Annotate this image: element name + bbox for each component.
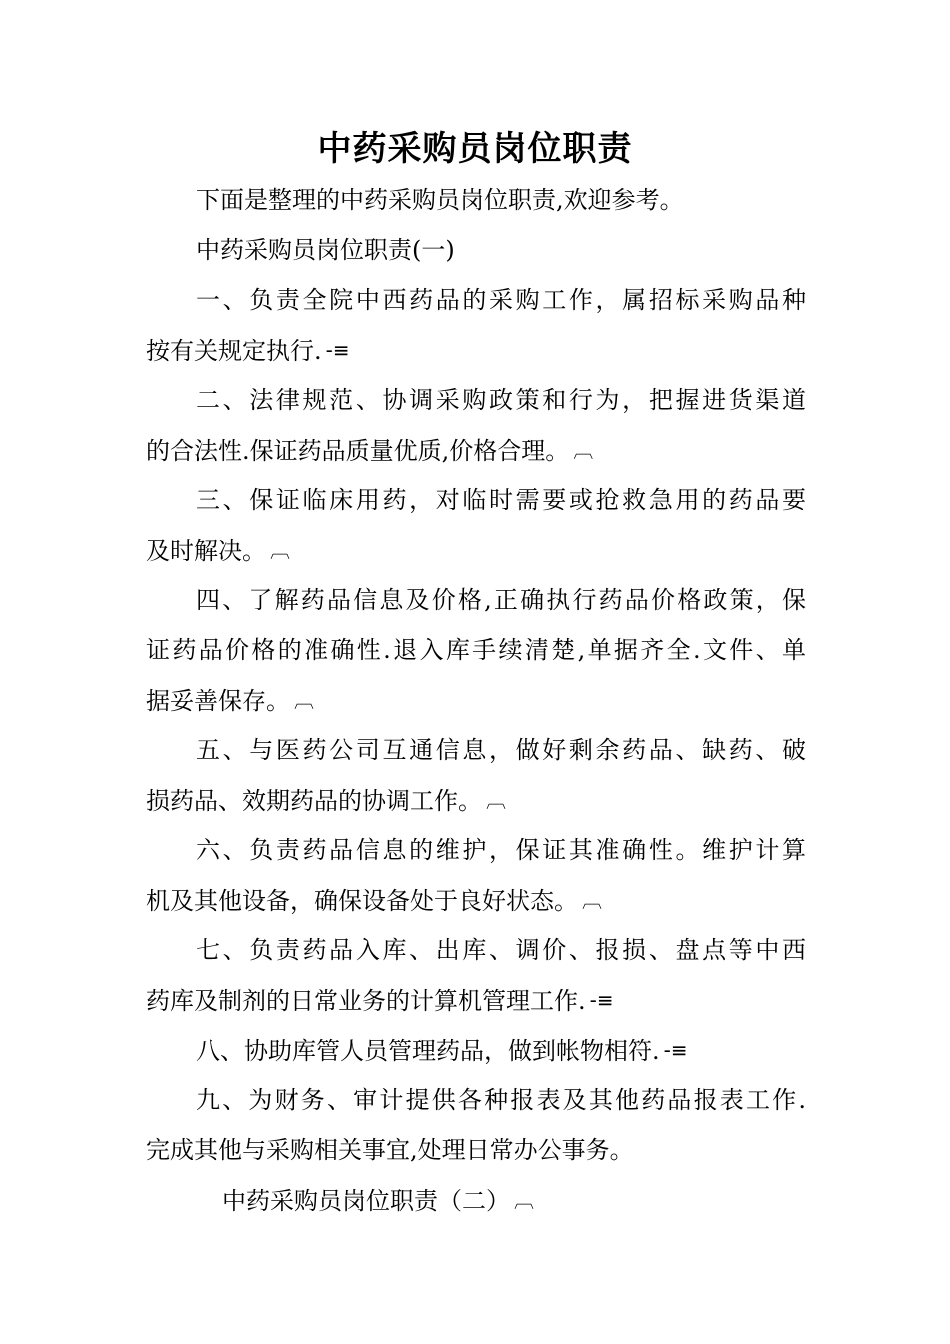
item-7-line-2 [146, 984, 816, 1017]
item-6-line-2 [146, 884, 816, 917]
item-9-line-2: 完成其他与采购相关事宜,处理日常办公事务。 [146, 1136, 634, 1164]
margin-mark: -≡ [663, 1038, 688, 1062]
margin-mark: ︹ [486, 788, 506, 812]
item-4-text: 据妥善保存。 [146, 687, 290, 715]
item-2-line-2 [146, 434, 816, 467]
item-7-text: 药库及制剂的日常业务的计算机管理工作. [146, 987, 586, 1015]
item-4-line-3 [146, 684, 816, 717]
margin-mark: -≡ [589, 988, 614, 1012]
margin-mark: ︹ [514, 1188, 534, 1212]
item-1-line-1: 一、负责全院中西药品的采购工作，属招标采购品种 [196, 286, 806, 314]
item-6-line-1: 六、负责药品信息的维护，保证其准确性。维护计算 [196, 836, 806, 864]
section-heading-2 [222, 1184, 816, 1217]
margin-mark: -≡ [325, 338, 350, 362]
item-4-line-2: 证药品价格的准确性.退入库手续清楚,单据齐全.文件、单 [146, 636, 806, 664]
item-9-line-1: 九、为财务、审计提供各种报表及其他药品报表工作. [196, 1086, 806, 1114]
item-2-text: 的合法性.保证药品质量优质,价格合理。 [146, 437, 570, 465]
margin-mark: ︹ [294, 688, 314, 712]
item-5-line-2 [146, 784, 816, 817]
item-7-line-1: 七、负责药品入库、出库、调价、报损、盘点等中西 [196, 936, 806, 964]
section-heading-2-text: 中药采购员岗位职责（二） [222, 1187, 510, 1215]
item-8-line-1 [196, 1034, 816, 1067]
item-3-text: 及时解决。 [146, 537, 266, 565]
intro-text: 下面是整理的中药采购员岗位职责,欢迎参考。 [196, 186, 684, 214]
margin-mark: ︹ [573, 438, 594, 462]
item-1-text: 按有关规定执行. [146, 337, 322, 365]
document-title: 中药采购员岗位职责 [317, 129, 633, 169]
item-2-line-1: 二、法律规范、协调采购政策和行为，把握进货渠道 [196, 386, 806, 414]
item-6-text: 机及其他设备，确保设备处于良好状态。 [146, 887, 578, 915]
item-1-line-2 [146, 334, 816, 367]
item-3-line-1: 三、保证临床用药，对临时需要或抢救急用的药品要 [196, 486, 806, 514]
item-5-text: 损药品、效期药品的协调工作。 [146, 787, 482, 815]
item-4-line-1: 四、了解药品信息及价格,正确执行药品价格政策，保 [196, 586, 806, 614]
margin-mark: ︹ [270, 538, 290, 562]
item-8-text: 八、协助库管人员管理药品，做到帐物相符. [196, 1037, 660, 1065]
margin-mark: ︹ [582, 888, 602, 912]
item-5-line-1: 五、与医药公司互通信息，做好剩余药品、缺药、破 [196, 736, 806, 764]
item-3-line-2 [146, 534, 816, 567]
section-heading-1: 中药采购员岗位职责(一) [196, 236, 455, 264]
